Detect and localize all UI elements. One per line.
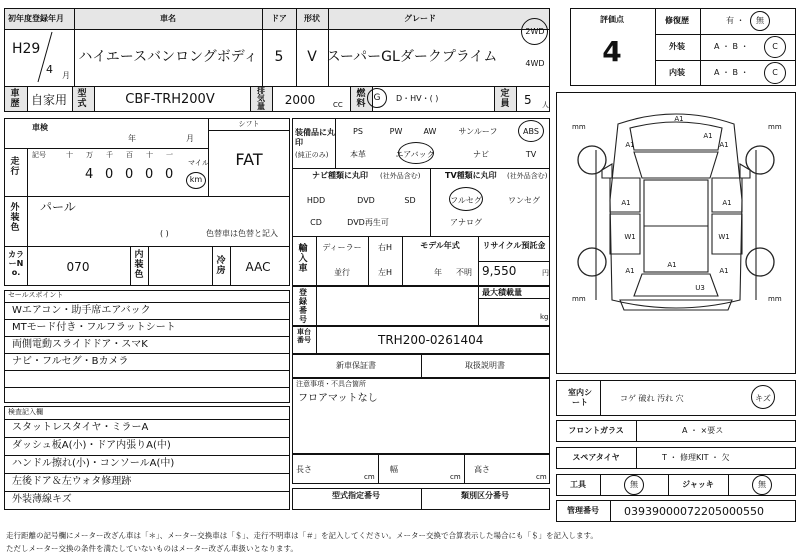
- color-paren: ( ): [160, 229, 169, 238]
- navi-sub: (社外品含む): [380, 172, 421, 180]
- tv-oneseg: ワンセグ: [508, 196, 540, 205]
- cc-unit: CC: [333, 101, 343, 109]
- interior-color-label: 内装色: [134, 250, 144, 280]
- reg-year: H29: [12, 41, 41, 57]
- model-year-unknown: 不明: [456, 268, 472, 277]
- footer-note-line2: ただしメーター交換の条件を満たしていないものはメーター改ざん車扱いとなります。: [6, 544, 298, 553]
- navi-hdd: HDD: [306, 196, 326, 205]
- usage-label: 車歴: [10, 89, 20, 109]
- digit-label-4: 百: [126, 151, 133, 159]
- front-glass-label: フロントガラス: [568, 426, 624, 435]
- grade-label: グレード: [404, 14, 436, 23]
- footer-note-line1: 走行距離の記号欄にメーター改ざん車は「＊」、メーター交換車は「＄」、走行不明車は「＃」を記入してください。メーター交換で合算表示した場合にも「＄」を記入します。: [6, 531, 598, 540]
- digit-label-2: 万: [86, 151, 93, 159]
- digit-label-0: 記号: [32, 151, 46, 159]
- interior-grade-options: A ・ B ・: [714, 68, 749, 77]
- equip-abs: ABS: [523, 127, 539, 136]
- usage-value: 自家用: [30, 93, 68, 107]
- displacement-label: 排気量: [257, 86, 265, 111]
- color-change-note: 色替車は色替と記入: [206, 229, 278, 238]
- seat-label: 室内シート: [568, 388, 592, 407]
- tools-none: 無: [630, 480, 638, 489]
- inspector-note-4: 左後ドア＆左ウォタ修理跡: [12, 476, 132, 487]
- owner-manual: 取扱説明書: [465, 361, 505, 370]
- spare-tire-value: T ・ 修理KIT ・ 欠: [662, 453, 730, 462]
- class-number-label: 類別区分番号: [461, 491, 509, 500]
- sales-point-2: MTモード付き・フルフラットシート: [12, 322, 176, 333]
- max-load-label: 最大積載量: [482, 288, 522, 297]
- left-hand: 左H: [377, 268, 393, 277]
- mark-a1-hood: A1: [703, 132, 713, 140]
- equip-pw: PW: [389, 127, 403, 136]
- equip-sunroof: サンルーフ: [458, 127, 498, 136]
- max-load-kg: kg: [540, 313, 549, 321]
- sales-point-4: ナビ・フルセグ・Bカメラ: [12, 356, 129, 367]
- model-label: 型式: [77, 89, 87, 109]
- cooling-value: AAC: [245, 260, 271, 274]
- recycle-label: リサイクル預託金: [482, 241, 546, 250]
- inspector-note-2: ダッシュ板A(小)・ドア内張りA(中): [12, 440, 171, 451]
- length-label: 長さ: [296, 465, 312, 474]
- repair-history-label: 修復歴: [665, 16, 689, 25]
- length-cm: cm: [364, 473, 375, 481]
- chassis-label: 車台番号: [297, 328, 311, 344]
- mm-br: mm: [768, 295, 782, 303]
- equip-leather: 本革: [350, 150, 366, 159]
- equipment-label: 装備品に丸印: [295, 128, 335, 147]
- exterior-color-label: 外装色: [10, 203, 20, 233]
- tools-label: 工具: [570, 480, 586, 489]
- tv-label: TV種類に丸印: [445, 171, 497, 180]
- import-dealer: ディーラー: [322, 243, 362, 252]
- equip-navi: ナビ: [473, 150, 489, 159]
- sales-point-3: 両側電動スライドドア・スマK: [12, 339, 148, 350]
- fuel-label: 燃料: [356, 89, 366, 109]
- width-label: 幅: [390, 465, 398, 474]
- repair-options: 有 ・: [726, 16, 745, 25]
- car-name: ハイエースバンロングボディ: [78, 49, 258, 65]
- mark-a1-left-door: A1: [621, 199, 631, 207]
- drive-4wd: 4WD: [525, 59, 545, 68]
- shaken-month-unit: 月: [186, 134, 194, 143]
- equipment-sub-label: (純正のみ): [295, 151, 329, 159]
- tv-sub: (社外品含む): [507, 172, 548, 180]
- equip-aw: AW: [423, 127, 437, 136]
- height-cm: cm: [536, 473, 547, 481]
- inspector-label: 検査記入欄: [8, 408, 43, 416]
- exterior-grade-c: C: [772, 42, 778, 51]
- mark-u3-bumper: U3: [695, 284, 705, 292]
- right-hand: 右H: [377, 243, 393, 252]
- shaken-label: 車検: [32, 123, 48, 132]
- reg-month: 4: [46, 63, 53, 76]
- mark-a1-left-front: A1: [625, 141, 635, 149]
- height-label: 高さ: [474, 465, 490, 474]
- notes-text: フロアマットなし: [298, 393, 378, 404]
- seat-options: コゲ 破れ 汚れ 穴: [620, 394, 684, 403]
- inspector-note-5: 外装薄線キズ: [12, 494, 72, 505]
- equip-ps: PS: [353, 127, 363, 136]
- displacement: 2000: [284, 93, 316, 107]
- import-label: 輸入車: [298, 244, 308, 274]
- type-designation-label: 型式指定番号: [332, 491, 380, 500]
- digit-label-1: 十: [66, 151, 73, 159]
- width-cm: cm: [450, 473, 461, 481]
- digit-label-3: 千: [106, 151, 113, 159]
- mileage-digit-3: 0: [145, 167, 154, 182]
- front-glass-value: A ・ ×要ス: [682, 426, 724, 435]
- capacity-unit: 人: [542, 101, 549, 109]
- mileage-digit-1: 0: [105, 167, 114, 182]
- mm-bl: mm: [572, 295, 586, 303]
- mark-a1-right-door: A1: [722, 199, 732, 207]
- door-label: ドア: [271, 14, 287, 23]
- drive-2wd: 2WD: [525, 27, 545, 36]
- notes-label: 注意事項・不具合箇所: [296, 380, 366, 388]
- shift-label: シフト: [238, 120, 260, 128]
- digit-label-5: 十: [146, 151, 153, 159]
- navi-label: ナビ種類に丸印: [312, 171, 368, 180]
- car-name-label: 車名: [160, 14, 176, 23]
- management-number: 03939000072205000550: [624, 505, 764, 518]
- capacity: 5: [524, 93, 532, 107]
- reg-year-label: 初年度登録年月: [8, 14, 64, 23]
- cooling-label: 冷房: [216, 256, 226, 276]
- shift-value: FAT: [235, 150, 263, 169]
- capacity-label: 定員: [500, 89, 510, 109]
- mark-a1-left-rear: A1: [625, 267, 635, 275]
- recycle-yen: 円: [542, 269, 549, 277]
- navi-dvd-play: DVD再生可: [347, 218, 389, 227]
- navi-cd: CD: [310, 218, 322, 227]
- jack-none: 無: [758, 480, 766, 489]
- mileage-digit-2: 0: [125, 167, 134, 182]
- navi-dvd: DVD: [357, 196, 375, 205]
- import-parallel: 並行: [334, 268, 350, 277]
- recycle-deposit: 9,550: [482, 264, 517, 278]
- inspector-note-3: ハンドル擦れ(小)・コンソールA(中): [12, 458, 175, 469]
- exterior-color: パール: [40, 200, 76, 214]
- mileage-label: 走行: [10, 157, 20, 177]
- shaken-year-unit: 年: [128, 134, 136, 143]
- chassis-number: TRH200-0261404: [378, 333, 484, 347]
- exterior-grade-label: 外装: [669, 42, 685, 51]
- sales-point-1: Wエアコン・助手席エアバック: [12, 305, 151, 316]
- shape-label: 形状: [304, 14, 320, 23]
- tv-analog: アナログ: [450, 218, 482, 227]
- mm-tr: mm: [768, 123, 782, 131]
- grade-value: スーパーGLダークプライム: [326, 49, 498, 65]
- repair-none: 無: [756, 16, 764, 25]
- mileage-digit-4: 0: [165, 167, 174, 182]
- interior-grade-c: C: [772, 68, 778, 77]
- reg-no-label: 登録番号: [299, 288, 307, 324]
- reg-month-unit: 月: [62, 71, 70, 80]
- warranty-book: 新車保証書: [336, 361, 376, 370]
- spare-tire-label: スペアタイヤ: [572, 453, 620, 462]
- exterior-grade-options: A ・ B ・: [714, 42, 749, 51]
- management-number-label: 管理番号: [567, 506, 599, 515]
- mark-a1-right-rear: A1: [719, 267, 729, 275]
- fuel-options: D・HV・( ): [396, 94, 439, 103]
- seat-scratch: キズ: [755, 394, 771, 403]
- inspector-note-1: スタットレスタイヤ・ミラーA: [12, 422, 149, 433]
- equip-tv: TV: [525, 150, 537, 159]
- score-value: 4: [602, 35, 622, 68]
- body-shape: V: [307, 49, 317, 65]
- mile-label: マイル: [188, 159, 209, 167]
- tv-fullseg: フルセグ: [450, 196, 482, 205]
- mark-a1-rear: A1: [667, 261, 677, 269]
- km-unit: km: [189, 175, 203, 184]
- mark-a1-right-front: A1: [719, 141, 729, 149]
- jack-label: ジャッキ: [682, 480, 714, 489]
- mark-w1-left: W1: [624, 233, 636, 241]
- color-no-label: カラーNo.: [8, 250, 24, 277]
- mm-tl: mm: [572, 123, 586, 131]
- sales-points-label: セールスポイント: [8, 291, 64, 299]
- digit-label-6: 一: [166, 151, 173, 159]
- score-label: 評価点: [600, 15, 624, 24]
- model-year-label: モデル年式: [420, 241, 460, 250]
- navi-sd: SD: [404, 196, 416, 205]
- model-year-unit: 年: [434, 268, 442, 277]
- mark-a1-front: A1: [674, 115, 684, 123]
- equip-airbag: エアバック: [395, 150, 435, 159]
- model-code: CBF-TRH200V: [125, 92, 215, 107]
- door-count: 5: [274, 49, 284, 65]
- mark-w1-right: W1: [718, 233, 730, 241]
- mileage-digit-0: 4: [85, 167, 94, 182]
- color-no: 070: [66, 260, 90, 274]
- interior-grade-label: 内装: [669, 68, 685, 77]
- fuel-g: G: [373, 93, 381, 103]
